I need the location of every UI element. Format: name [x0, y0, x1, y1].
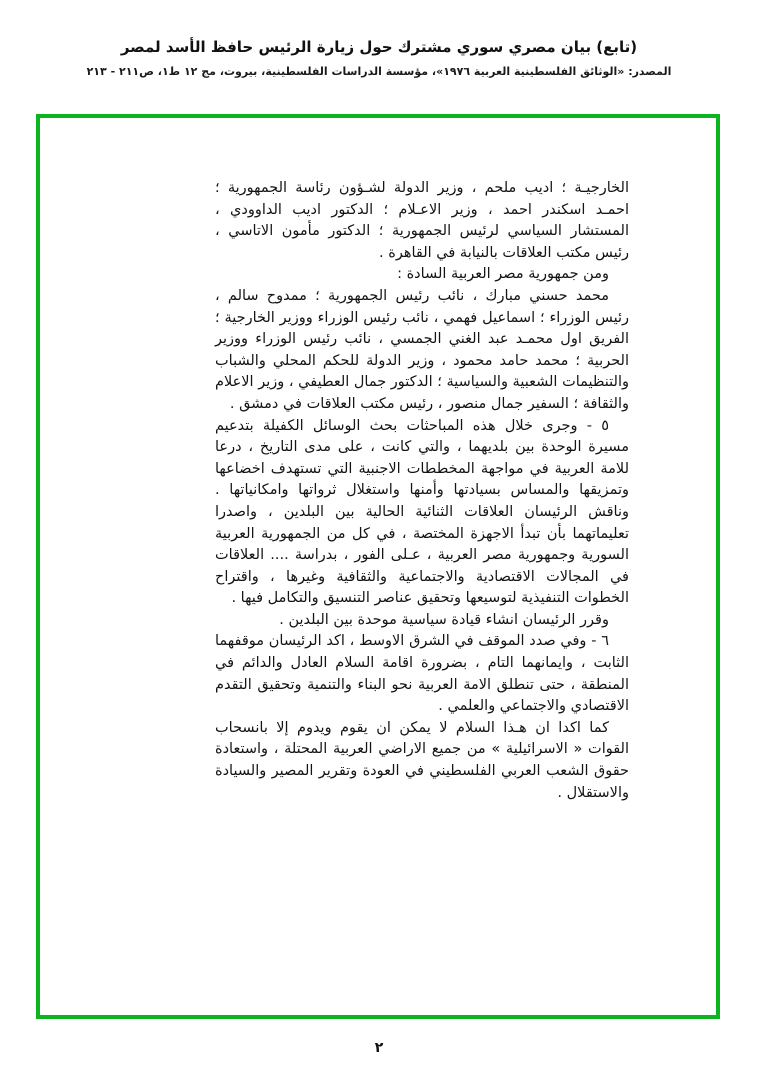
body-paragraph: ومن جمهورية مصر العربية السادة : [397, 266, 609, 283]
page-title: (تابع) بيان مصري سوري مشترك حول زيارة الرئيس حافظ الأسد لمصر [120, 38, 638, 56]
body-paragraph: الخارجيـة ؛ اديب ملحم ، وزير الدولة لشـؤون رئاسة الجمهورية ؛ احمـد اسكندر احمد ، وزير الاعـلام ؛ الدكتور اديب الداوودي ، المستشار السياسي لرئيس الجمهورية ؛ الدكتور مأمون الاتاسي ، رئيس مكتب العلاقات بالنيابة في القاهرة . [215, 180, 629, 261]
body-paragraph-item-5: ٥ - وجرى خلال هذه المباحثات بحث الوسائل الكفيلة بتدعيم مسيرة الوحدة بين بلديهما ، والتي كانت ، على مدى التاريخ ، درعا للامة العربية في مواجهة المخططات الاجنبية التي تستهدف اخضاعها وتمزيقها والمساس بسيادتها وأمنها واستغلال ثرواتها وامكانياتها . وناقش الرئيسان العلاقات الثنائية الحالية بين البلدين ، واصدرا تعليماتهما بأن تبدأ الاجهزة المختصة ، في كل من الجمهورية العربية السورية وجمهورية مصر العربية ، عـلى الفور ، بدراسة .... العلاقات في المجالات الاقتصادية والاجتماعية والثقافية وغيرها ، واقتراح الخطوات التنفيذية لتوسيعها وتحقيق عناصر التنسيق والتكامل فيها . [215, 417, 629, 607]
document-header [0, 38, 758, 78]
document-body [215, 178, 629, 804]
page-number: ٢ [374, 1040, 384, 1056]
source-line: المصدر: «الوثائق الفلسطينية العربية ١٩٧٦»، مؤسسة الدراسات الفلسطينية، بيروت، مج ١٢ ط١، ص٢١١ - ٢١٣ [86, 65, 672, 78]
body-paragraph: كما اكدا ان هـذا السلام لا يمكن ان يقوم ويدوم إلا بانسحاب القوات « الاسرائيلية » من جميع الاراضي العربية المحتلة ، واستعادة حقوق الشعب العربي الفلسطيني في العودة وتقرير المصير والسيادة والاستقلال . [215, 719, 629, 801]
body-paragraph: محمد حسني مبارك ، نائب رئيس الجمهورية ؛ ممدوح سالم ، رئيس الوزراء ؛ اسماعيل فهمي ، نائب رئيس الوزراء ووزير الخارجية ؛ الفريق اول محمـد عبد الغني الجمسي ، نائب رئيس الوزراء ووزير الحربية ؛ محمد حامد محمود ، وزير الدولة للحكم المحلي والشباب والتنظيمات الشعبية والسياسية ؛ الدكتور جمال العطيفي ، وزير الاعلام والثقافة ؛ السفير جمال منصور ، رئيس مكتب العلاقات في دمشق . [215, 287, 629, 412]
body-paragraph: وقرر الرئيسان انشاء قيادة سياسية موحدة بين البلدين . [279, 611, 609, 628]
body-paragraph-item-6: ٦ - وفي صدد الموقف في الشرق الاوسط ، اكد الرئيسان موقفهما الثابت ، وايمانهما التام ، بضرورة اقامة السلام العادل والدائم في المنطقة ، حتى تنطلق الامة العربية نحو البناء والتنمية وتحقيق التقدم الاقتصادي والاجتماعي والعلمي . [215, 633, 629, 715]
